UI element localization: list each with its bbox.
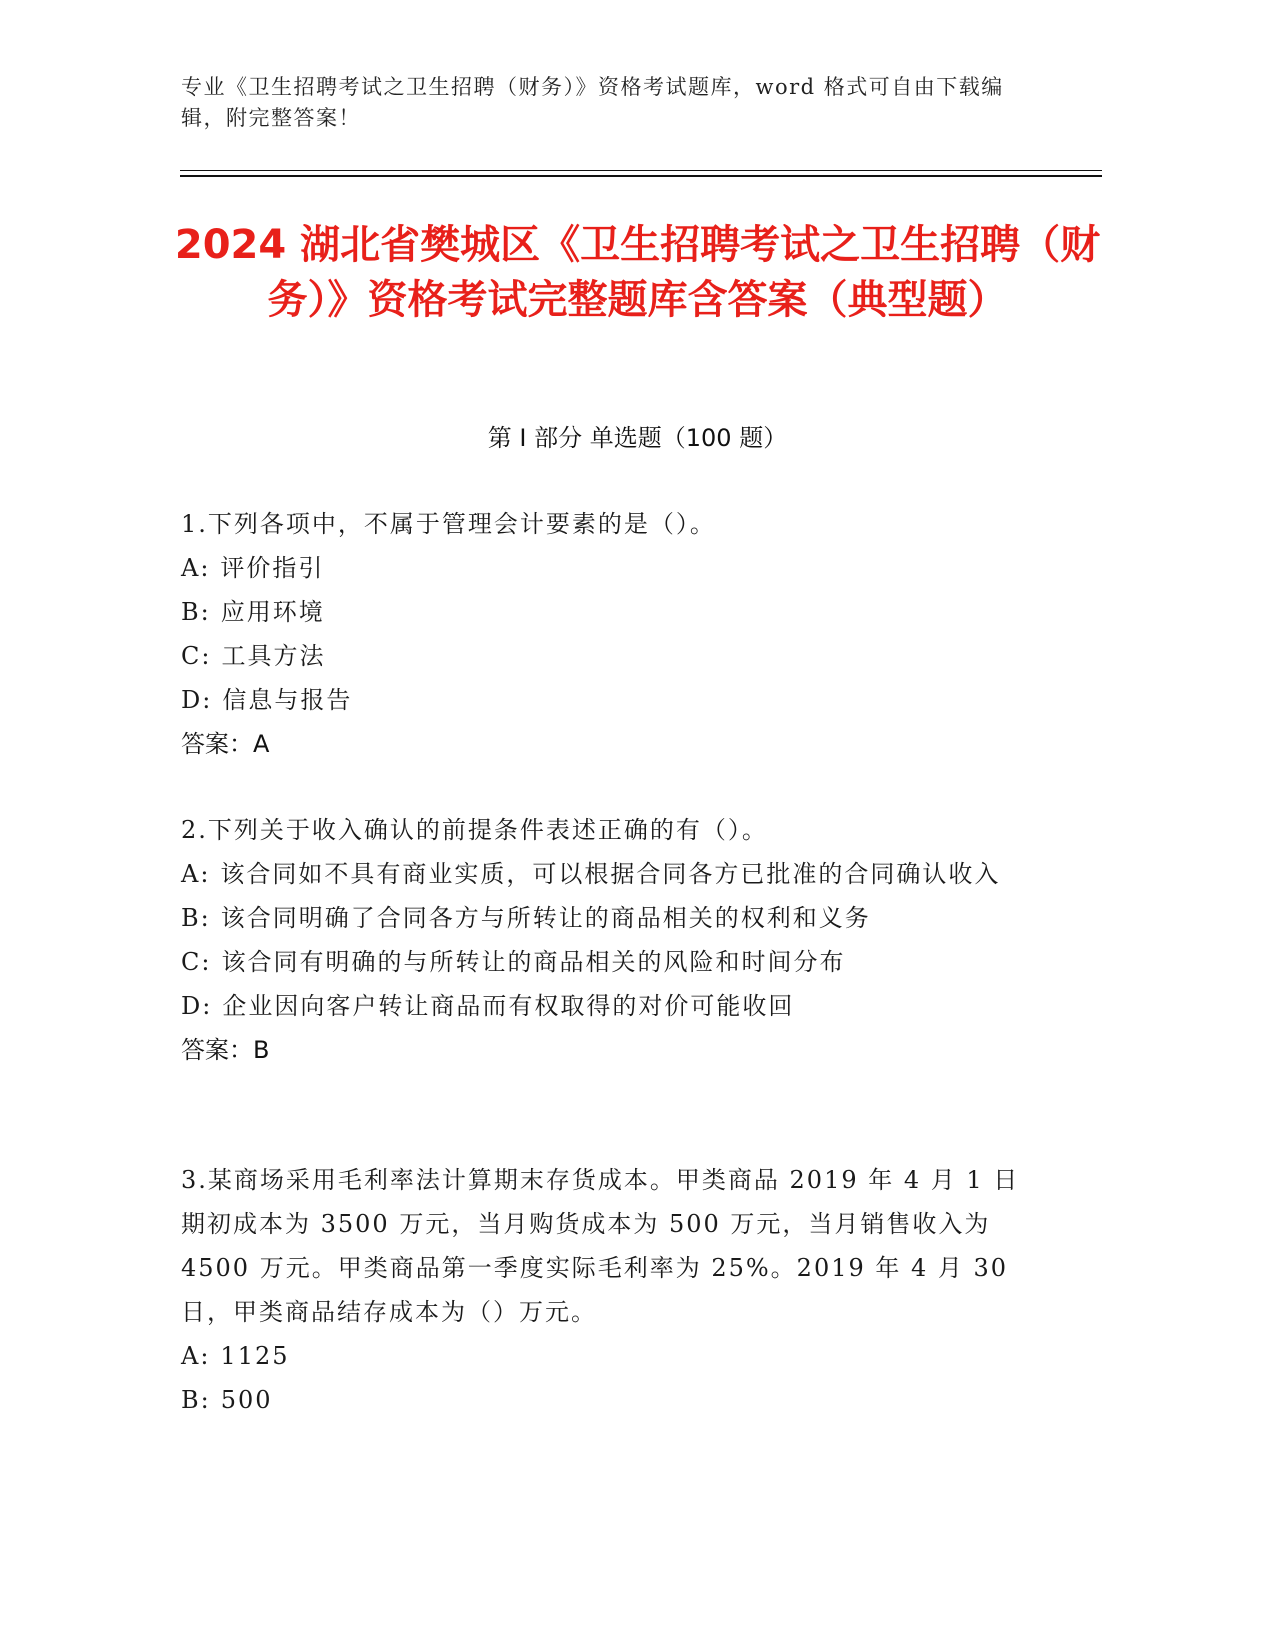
answer: 答案：A xyxy=(181,730,270,758)
option-d xyxy=(181,678,1041,722)
question-1 xyxy=(181,502,1041,766)
option-c xyxy=(181,634,1041,678)
option-label: A: xyxy=(181,860,211,888)
option-text: 信息与报告 xyxy=(222,686,353,714)
option-text: 评价指引 xyxy=(220,554,325,582)
option-label: B: xyxy=(181,1386,211,1414)
option-text: 工具方法 xyxy=(221,642,326,670)
option-d xyxy=(181,984,1041,1028)
option-a xyxy=(181,852,1041,896)
option-b xyxy=(181,590,1041,634)
option-b xyxy=(181,896,1041,940)
answer: 答案：B xyxy=(181,1036,270,1064)
header-divider-thick xyxy=(180,175,1102,177)
option-label: D: xyxy=(181,992,213,1020)
question-stem: 1.下列各项中，不属于管理会计要素的是（）。 xyxy=(181,510,716,538)
option-text: 应用环境 xyxy=(220,598,325,626)
question-3 xyxy=(181,1158,1041,1422)
option-label: B: xyxy=(181,598,211,626)
question-stem: 2.下列关于收入确认的前提条件表述正确的有（）。 xyxy=(181,816,768,844)
option-text: 该合同有明确的与所转让的商品相关的风险和时间分布 xyxy=(221,948,846,976)
option-text: 500 xyxy=(220,1386,273,1414)
option-label: A: xyxy=(181,1342,211,1370)
option-label: A: xyxy=(181,554,211,582)
option-text: 1125 xyxy=(220,1342,290,1370)
document-title: 2024 湖北省樊城区《卫生招聘考试之卫生招聘（财务）》资格考试完整题库含答案（典型题） xyxy=(174,222,1101,323)
option-c xyxy=(181,940,1041,984)
option-text: 该合同如不具有商业实质，可以根据合同各方已批准的合同确认收入 xyxy=(220,860,1001,888)
question-2 xyxy=(181,808,1041,1072)
section-heading: 第 I 部分 单选题（100 题） xyxy=(487,424,788,452)
option-b xyxy=(181,1378,1041,1422)
option-text: 该合同明确了合同各方与所转让的商品相关的权利和义务 xyxy=(220,904,871,932)
option-label: C: xyxy=(181,642,212,670)
header-note: 专业《卫生招聘考试之卫生招聘（财务）》资格考试题库，word 格式可自由下载编辑，附完整答案！ xyxy=(181,75,1004,130)
question-stem: 3.某商场采用毛利率法计算期末存货成本。甲类商品 2019 年 4 月 1 日期初成本为 3500 万元，当月购货成本为 500 万元，当月销售收入为 4500 万元。甲类商品第一季度实际毛利率为 25%。2019 年 4 月 30 日，甲类商品结存成本为（）万元。 xyxy=(181,1166,1020,1326)
option-text: 企业因向客户转让商品而有权取得的对价可能收回 xyxy=(222,992,795,1020)
option-label: B: xyxy=(181,904,211,932)
option-label: D: xyxy=(181,686,213,714)
option-a xyxy=(181,1334,1041,1378)
header-divider-thin xyxy=(180,170,1102,171)
option-label: C: xyxy=(181,948,212,976)
option-a xyxy=(181,546,1041,590)
